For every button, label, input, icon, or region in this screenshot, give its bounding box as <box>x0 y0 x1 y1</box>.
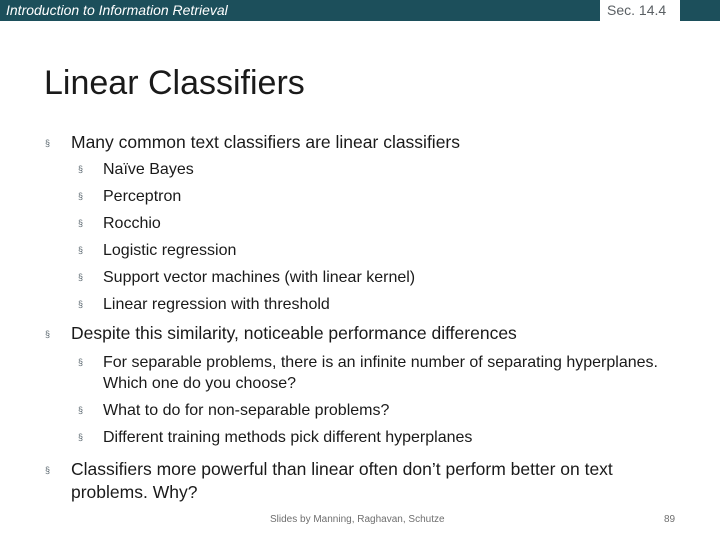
subitem-logistic-regression <box>78 237 237 264</box>
subitem-linear-regression <box>78 291 330 318</box>
bullet-text: Many common text classifiers are linear classifiers <box>71 132 461 152</box>
bullet-marker: § <box>78 272 84 282</box>
subitem-svm <box>78 264 416 291</box>
bullet-marker: § <box>78 299 84 309</box>
bullet-marker: § <box>45 465 51 475</box>
bullet-text: Despite this similarity, noticeable performance differences <box>71 323 517 343</box>
bullet-performance-differences <box>45 322 517 345</box>
slide-title: Linear Classifiers <box>44 64 305 102</box>
bullet-marker: § <box>45 329 51 339</box>
subitem-text: Logistic regression <box>103 242 237 259</box>
subitem-text: Naïve Bayes <box>103 161 194 178</box>
footer-credit: Slides by Manning, Raghavan, Schutze <box>270 514 445 525</box>
bullet-text: Classifiers more powerful than linear often don’t perform better on text problems. Why? <box>71 459 613 502</box>
bullet-marker: § <box>78 432 84 442</box>
bullet-marker: § <box>45 138 51 148</box>
subitem-separable-problems <box>78 352 663 394</box>
subitem-text: Linear regression with threshold <box>103 296 330 313</box>
course-title: Introduction to Information Retrieval <box>6 2 228 18</box>
bullet-marker: § <box>78 405 84 415</box>
subitem-text: For separable problems, there is an infinite number of separating hyperplanes. Which one do you choose? <box>103 354 658 392</box>
subitem-text: What to do for non-separable problems? <box>103 402 390 419</box>
bullet-marker: § <box>78 218 84 228</box>
bullet-marker: § <box>78 357 84 367</box>
subitem-text: Perceptron <box>103 188 182 205</box>
page-number: 89 <box>664 514 676 525</box>
subitem-text: Support vector machines (with linear kernel) <box>103 269 416 286</box>
subitem-perceptron <box>78 183 182 210</box>
subitem-non-separable <box>78 397 390 424</box>
bullet-more-powerful-classifiers <box>45 458 691 504</box>
subitem-naive-bayes <box>78 156 194 183</box>
bullet-linear-classifiers <box>45 131 461 154</box>
bullet-marker: § <box>78 245 84 255</box>
subitem-rocchio <box>78 210 161 237</box>
bullet-marker: § <box>78 164 84 174</box>
section-reference: Sec. 14.4 <box>600 0 680 21</box>
bullet-marker: § <box>78 191 84 201</box>
subitem-training-methods <box>78 424 473 451</box>
subitem-text: Rocchio <box>103 215 161 232</box>
subitem-text: Different training methods pick different hyperplanes <box>103 429 473 446</box>
